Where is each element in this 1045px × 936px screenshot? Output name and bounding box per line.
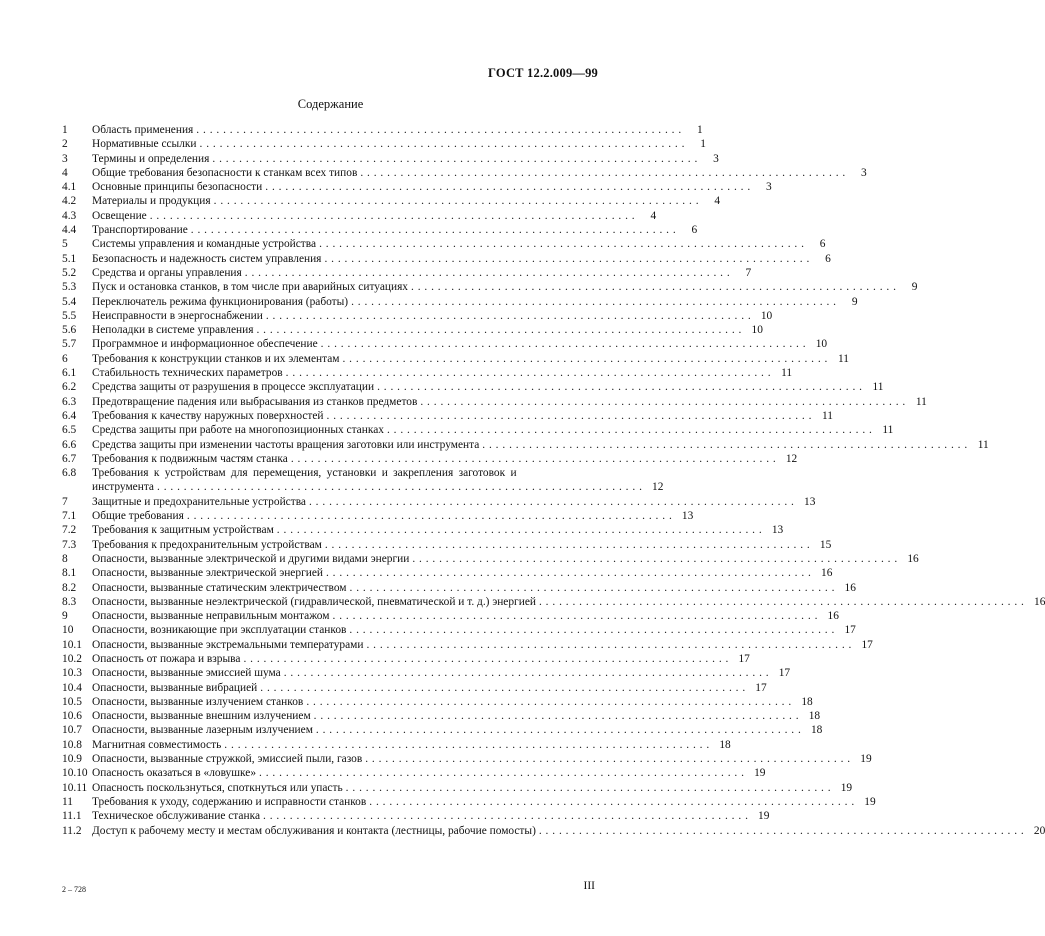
toc-entry-title: Опасности, вызванные эмиссией шума: [92, 667, 281, 680]
toc-entry: [62, 538, 832, 552]
toc-leader-dots: . . . . . . . . . . . . . . . . . . . . . . . . . . . . . . . . . . . . . . . . . . . . . . . . . . . . . . . . . . . . . . . . . . . . . . . . .: [306, 695, 792, 708]
toc-entry-page: 3: [861, 166, 867, 179]
toc-entry: [62, 452, 798, 466]
toc-entry-page: 19: [860, 753, 872, 766]
toc-entry-number: 5: [62, 238, 68, 251]
footer-code: 2 – 728: [62, 885, 86, 894]
toc-entry-number: 10.11: [62, 781, 88, 794]
toc-entry-title: Опасность оказаться в «ловушке»: [92, 767, 257, 780]
toc-leader-dots: . . . . . . . . . . . . . . . . . . . . . . . . . . . . . . . . . . . . . . . . . . . . . . . . . . . . . . . . . . . . . . . . . . . . . . . . .: [386, 424, 873, 437]
toc-entry-number: 1: [62, 124, 68, 136]
toc-entry-title: Системы управления и командные устройства: [92, 238, 317, 251]
toc-entry: [62, 252, 831, 266]
toc-entry-title: Неполадки в системе управления: [92, 324, 254, 337]
toc-entry-title: Опасности, вызванные стружкой, эмиссией пыли, газов: [92, 753, 363, 766]
toc-entry-page: 13: [804, 495, 816, 508]
toc-entry-page: 16: [907, 552, 919, 565]
toc-entry-title: Предотвращение падения или выбрасывания из станков предметов: [92, 395, 418, 408]
toc-entry-page: 6: [819, 238, 826, 251]
toc-entry: [62, 523, 784, 537]
toc-entry-page: 19: [758, 810, 770, 823]
toc-entry: [62, 552, 919, 566]
toc-entry-page: 18: [810, 724, 823, 737]
toc-entry-title: Опасности, возникающие при эксплуатации станков: [92, 624, 347, 637]
toc-entry-title: Магнитная совместимость: [92, 738, 222, 751]
toc-entry-title: Общие требования безопасности к станкам всех типов: [92, 166, 358, 179]
toc-entry-title: Требования к подвижным частям станка: [92, 452, 288, 465]
toc-leader-dots: . . . . . . . . . . . . . . . . . . . . . . . . . . . . . . . . . . . . . . . . . . . . . . . . . . . . . . . . . . . . . . . . . . . . . . . . .: [377, 381, 863, 394]
toc-entry-page: 16: [821, 567, 833, 580]
toc-entry-title: Освещение: [92, 209, 147, 222]
toc-entry-title: Безопасность и надежность систем управления: [92, 252, 322, 265]
toc-entry: [62, 681, 767, 695]
toc-entry: [62, 738, 731, 752]
toc-entry-page: 13: [771, 524, 784, 537]
toc-entry-number: 3: [62, 152, 68, 165]
toc-leader-dots: . . . . . . . . . . . . . . . . . . . . . . . . . . . . . . . . . . . . . . . . . . . . . . . . . . . . . . . . . . . . . . . . . . . . . . . . .: [285, 367, 772, 380]
toc-entry: [62, 723, 823, 737]
toc-leader-dots: . . . . . . . . . . . . . . . . . . . . . . . . . . . . . . . . . . . . . . . . . . . . . . . . . . . . . . . . . . . . . . . . . . . . . . . . .: [538, 824, 1025, 837]
toc-entry-page: 16: [827, 610, 839, 623]
toc-entry-number: 7: [62, 495, 68, 508]
toc-entry-title: Общие требования: [92, 510, 184, 523]
toc-leader-dots: . . . . . . . . . . . . . . . . . . . . . . . . . . . . . . . . . . . . . . . . . . . . . . . . . . . . . . . . . . . . . . . . . . . . . . . . .: [482, 438, 968, 451]
toc-entry: [62, 152, 719, 166]
toc-entry-number: 5.1: [62, 252, 77, 265]
toc-leader-dots: . . . . . . . . . . . . . . . . . . . . . . . . . . . . . . . . . . . . . . . . . . . . . . . . . . . . . . . . . . . . . . . . . . . . . . . . .: [538, 595, 1025, 608]
toc-leader-dots: . . . . . . . . . . . . . . . . . . . . . . . . . . . . . . . . . . . . . . . . . . . . . . . . . . . . . . . . . . . . . . . . . . . . . . . . .: [265, 309, 752, 322]
toc-entry-number: 6.7: [62, 452, 77, 465]
toc-entry: [62, 409, 833, 423]
toc-entry-number: 5.3: [62, 281, 77, 294]
toc-leader-dots: . . . . . . . . . . . . . . . . . . . . . . . . . . . . . . . . . . . . . . . . . . . . . . . . . . . . . . . . . . . . . . . . . . . . . . . . .: [324, 252, 810, 265]
toc-entry: [62, 423, 894, 437]
toc-entry-page: 17: [755, 681, 767, 694]
toc-entry-number: 2: [62, 138, 68, 151]
toc-entry-page: 10: [815, 338, 828, 351]
toc-entry-number: 10.7: [62, 724, 82, 737]
toc-entry-number: 10: [62, 624, 74, 637]
toc-entry-title: Опасности, вызванные лазерным излучением: [92, 724, 313, 737]
toc-entry-number: 8.1: [62, 567, 77, 580]
toc-entry-title: Опасность поскользнуться, споткнуться или упасть: [92, 781, 343, 794]
toc-entry-page: 12: [652, 481, 664, 494]
toc-entry-title: Средства защиты от разрушения в процессе эксплуатации: [92, 381, 375, 394]
toc-entry-title: Требования к качеству наружных поверхностей: [92, 409, 324, 422]
toc-leader-dots: . . . . . . . . . . . . . . . . . . . . . . . . . . . . . . . . . . . . . . . . . . . . . . . . . . . . . . . . . . . . . . . . . . . . . . . . .: [212, 152, 698, 165]
toc-entry-page: 18: [808, 710, 821, 723]
toc-leader-dots: . . . . . . . . . . . . . . . . . . . . . . . . . . . . . . . . . . . . . . . . . . . . . . . . . . . . . . . . . . . . . . . . . . . . . . . . .: [199, 138, 685, 151]
toc-entry: [62, 337, 828, 351]
toc-leader-dots: . . . . . . . . . . . . . . . . . . . . . . . . . . . . . . . . . . . . . . . . . . . . . . . . . . . . . . . . . . . . . . . . . . . . . . . . .: [315, 724, 802, 737]
toc-entry: [62, 824, 1045, 838]
toc-entry-page: 19: [840, 781, 853, 794]
toc-entry: [62, 695, 813, 709]
toc-entry: [62, 137, 706, 151]
document-header: ГОСТ 12.2.009—99: [488, 66, 598, 80]
toc-entry: [62, 566, 833, 580]
toc-leader-dots: . . . . . . . . . . . . . . . . . . . . . . . . . . . . . . . . . . . . . . . . . . . . . . . . . . . . . . . . . . . . . . . . . . . . . . . . .: [224, 738, 710, 751]
toc-leader-dots: . . . . . . . . . . . . . . . . . . . . . . . . . . . . . . . . . . . . . . . . . . . . . . . . . . . . . . . . . . . . . . . . . . . . . . . . .: [308, 495, 795, 508]
toc-entry: [62, 781, 853, 795]
toc-entry-number: 4.2: [62, 195, 77, 208]
toc-entry-number: 6.3: [62, 395, 77, 408]
toc-entry-title: Стабильность технических параметров: [92, 367, 283, 380]
toc-entry-page: 11: [837, 352, 849, 365]
toc-entry-page: 1: [700, 138, 706, 151]
toc-leader-dots: . . . . . . . . . . . . . . . . . . . . . . . . . . . . . . . . . . . . . . . . . . . . . . . . . . . . . . . . . . . . . . . . . . . . . . . . .: [412, 552, 898, 565]
toc-entry-page: 13: [681, 510, 694, 523]
toc-entry-page: 18: [719, 738, 731, 751]
toc-entry-page: 20: [1033, 824, 1045, 837]
toc-entry-number: 4: [62, 166, 68, 179]
toc-entry-number: 4.1: [62, 181, 77, 194]
toc-entry-title: Доступ к рабочему месту и местам обслуживания и контакта (лестницы, рабочие помосты): [92, 824, 536, 837]
toc-leader-dots: . . . . . . . . . . . . . . . . . . . . . . . . . . . . . . . . . . . . . . . . . . . . . . . . . . . . . . . . . . . . . . . . . . . . . . . . .: [313, 710, 800, 723]
toc-entry-number: 8: [62, 552, 68, 565]
toc-entry-title: Опасности, вызванные вибрацией: [92, 681, 258, 694]
toc-leader-dots: . . . . . . . . . . . . . . . . . . . . . . . . . . . . . . . . . . . . . . . . . . . . . . . . . . . . . . . . . . . . . . . . . . . . . . . . .: [319, 238, 805, 251]
toc-entry-title: Переключатель режима функционирования (работы): [92, 295, 349, 308]
toc-entry-title: Средства и органы управления: [92, 266, 242, 279]
toc-entry-page: 11: [821, 409, 833, 422]
toc-entry-number: 10.1: [62, 638, 82, 651]
toc-entry-number: 5.4: [62, 295, 77, 308]
toc-entry-number: 10.4: [62, 681, 82, 694]
toc-leader-dots: . . . . . . . . . . . . . . . . . . . . . . . . . . . . . . . . . . . . . . . . . . . . . . . . . . . . . . . . . . . . . . . . . . . . . . . . .: [259, 767, 745, 780]
toc-entry-title: Термины и определения: [92, 152, 210, 165]
toc-leader-dots: . . . . . . . . . . . . . . . . . . . . . . . . . . . . . . . . . . . . . . . . . . . . . . . . . . . . . . . . . . . . . . . . . . . . . . . . .: [324, 538, 811, 551]
toc-entry-number: 7.1: [62, 510, 77, 523]
toc-entry-page: 11: [872, 381, 884, 394]
toc-entry-number: 10.5: [62, 695, 82, 708]
toc-entry: [62, 595, 1045, 609]
toc-entry-number: 4.3: [62, 209, 77, 222]
toc-entry-title: Основные принципы безопасности: [92, 181, 263, 194]
toc-entry-number: 11.1: [62, 810, 82, 823]
toc-entry-number: 5.7: [62, 338, 77, 351]
toc-entry: [62, 581, 856, 595]
toc-entry-title: Опасность от пожара и взрыва: [92, 652, 241, 665]
toc-leader-dots: . . . . . . . . . . . . . . . . . . . . . . . . . . . . . . . . . . . . . . . . . . . . . . . . . . . . . . . . . . . . . . . . . . . . . . . . .: [260, 681, 746, 694]
toc-entry-number: 9: [62, 610, 68, 623]
toc-entry-page: 9: [851, 295, 858, 308]
toc-entry-title: Требования к защитным устройствам: [92, 524, 274, 537]
toc-leader-dots: . . . . . . . . . . . . . . . . . . . . . . . . . . . . . . . . . . . . . . . . . . . . . . . . . . . . . . . . . . . . . . . . . . . . . . . . .: [365, 753, 851, 766]
toc-entry: [62, 438, 989, 452]
toc-entry-page: 4: [650, 209, 657, 222]
toc-entry-number: 6.1: [62, 367, 77, 380]
toc-entry-title: Опасности, вызванные электрической и другими видами энергии: [92, 552, 410, 565]
toc-entry-title: Требования к предохранительным устройствам: [92, 538, 322, 551]
toc-entry: [62, 223, 698, 237]
toc-entry-number: 10.3: [62, 667, 82, 680]
toc-entry: [62, 609, 839, 623]
toc-entry-title: Неисправности в энергоснабжении: [92, 309, 263, 322]
toc-entry-title: Опасности, вызванные электрической энергией: [92, 567, 323, 580]
toc-entry-page: 18: [801, 695, 813, 708]
toc-leader-dots: . . . . . . . . . . . . . . . . . . . . . . . . . . . . . . . . . . . . . . . . . . . . . . . . . . . . . . . . . . . . . . . . . . . . . . . . .: [320, 338, 807, 351]
toc-entry-number: 7.2: [62, 524, 77, 537]
toc-entry: [62, 652, 750, 666]
toc-leader-dots: . . . . . . . . . . . . . . . . . . . . . . . . . . . . . . . . . . . . . . . . . . . . . . . . . . . . . . . . . . . . . . . . . . . . . . . . .: [420, 395, 906, 408]
toc-entry-number: 11: [62, 795, 73, 808]
toc-entry-title: Защитные и предохранительные устройства: [92, 495, 306, 508]
toc-entry-page: 9: [911, 281, 918, 294]
toc-entry-title: инструмента: [92, 481, 154, 494]
toc-leader-dots: . . . . . . . . . . . . . . . . . . . . . . . . . . . . . . . . . . . . . . . . . . . . . . . . . . . . . . . . . . . . . . . . . . . . . . . . .: [265, 181, 751, 194]
toc-entry-page: 4: [714, 195, 721, 208]
toc-entry: [62, 638, 873, 652]
toc-entry-title: Опасности, вызванные внешним излучением: [92, 710, 311, 723]
toc-entry: [62, 395, 927, 409]
toc-leader-dots: . . . . . . . . . . . . . . . . . . . . . . . . . . . . . . . . . . . . . . . . . . . . . . . . . . . . . . . . . . . . . . . . . . . . . . . . .: [244, 266, 731, 279]
toc-leader-dots: . . . . . . . . . . . . . . . . . . . . . . . . . . . . . . . . . . . . . . . . . . . . . . . . . . . . . . . . . . . . . . . . . . . . . . . . .: [149, 209, 636, 222]
toc-entry-page: 17: [844, 624, 856, 637]
toc-entry-number: 10.8: [62, 738, 82, 751]
toc-leader-dots: . . . . . . . . . . . . . . . . . . . . . . . . . . . . . . . . . . . . . . . . . . . . . . . . . . . . . . . . . . . . . . . . . . . . . . . . .: [411, 281, 897, 294]
toc-entry: [62, 752, 872, 766]
toc-entry-title: Требования к уходу, содержанию и исправности станков: [92, 795, 367, 808]
toc-entry-page: 11: [977, 438, 989, 451]
toc-entry-number: 5.5: [62, 309, 77, 322]
toc-entry-number: 7.3: [62, 538, 77, 551]
toc-entry: [62, 166, 867, 180]
toc-leader-dots: . . . . . . . . . . . . . . . . . . . . . . . . . . . . . . . . . . . . . . . . . . . . . . . . . . . . . . . . . . . . . . . . . . . . . . . . .: [360, 166, 846, 179]
toc-entry-page: 16: [1034, 595, 1045, 608]
toc-entry: [62, 809, 770, 823]
toc-leader-dots: . . . . . . . . . . . . . . . . . . . . . . . . . . . . . . . . . . . . . . . . . . . . . . . . . . . . . . . . . . . . . . . . . . . . . . . . .: [342, 352, 828, 365]
toc-leader-dots: . . . . . . . . . . . . . . . . . . . . . . . . . . . . . . . . . . . . . . . . . . . . . . . . . . . . . . . . . . . . . . . . . . . . . . . . .: [186, 510, 673, 523]
toc-entry-page: 17: [861, 638, 873, 651]
toc-entry-number: 6.2: [62, 381, 77, 394]
toc-leader-dots: . . . . . . . . . . . . . . . . . . . . . . . . . . . . . . . . . . . . . . . . . . . . . . . . . . . . . . . . . . . . . . . . . . . . . . . . .: [290, 452, 777, 465]
toc-entry: [62, 209, 657, 223]
toc-entry-number: 5.6: [62, 324, 77, 337]
toc-entry-title: Опасности, вызванные излучением станков: [92, 695, 304, 708]
toc-entry-number: 6.4: [62, 409, 77, 422]
toc-leader-dots: . . . . . . . . . . . . . . . . . . . . . . . . . . . . . . . . . . . . . . . . . . . . . . . . . . . . . . . . . . . . . . . . . . . . . . . . .: [243, 652, 729, 665]
page-title: Содержание: [297, 97, 364, 111]
toc-entry: [62, 280, 918, 294]
toc-entry: [62, 323, 763, 337]
toc-entry-title: Средства защиты при изменении частоты вращения заготовки или инструмента: [92, 438, 480, 451]
toc-entry-number: 6.8: [62, 467, 77, 480]
toc-entry-title: Опасности, вызванные статическим электричеством: [92, 581, 347, 594]
toc-entry: [62, 666, 791, 680]
toc-entry-number: 11.2: [62, 824, 82, 837]
toc-entry-number: 10.2: [62, 652, 82, 665]
toc-leader-dots: . . . . . . . . . . . . . . . . . . . . . . . . . . . . . . . . . . . . . . . . . . . . . . . . . . . . . . . . . . . . . . . . . . . . . . . . .: [351, 295, 837, 308]
toc-entry-title: Средства защиты при работе на многопозиционных станках: [92, 424, 384, 437]
toc-entry: [62, 509, 694, 523]
toc-entry: [62, 266, 752, 280]
toc-entry-number: 6.6: [62, 438, 77, 451]
toc-entry-title: Опасности, вызванные неправильным монтажом: [92, 610, 330, 623]
toc-leader-dots: . . . . . . . . . . . . . . . . . . . . . . . . . . . . . . . . . . . . . . . . . . . . . . . . . . . . . . . . . . . . . . . . . . . . . . . . .: [332, 610, 818, 623]
toc-entry-page: 3: [765, 181, 772, 194]
toc-entry-number: 6.5: [62, 424, 77, 437]
toc-leader-dots: . . . . . . . . . . . . . . . . . . . . . . . . . . . . . . . . . . . . . . . . . . . . . . . . . . . . . . . . . . . . . . . . . . . . . . . . .: [213, 195, 700, 208]
toc-leader-dots: . . . . . . . . . . . . . . . . . . . . . . . . . . . . . . . . . . . . . . . . . . . . . . . . . . . . . . . . . . . . . . . . . . . . . . . . .: [325, 567, 812, 580]
toc-entry-page: 3: [713, 152, 719, 165]
toc-leader-dots: . . . . . . . . . . . . . . . . . . . . . . . . . . . . . . . . . . . . . . . . . . . . . . . . . . . . . . . . . . . . . . . . . . . . . . . . .: [196, 124, 682, 136]
toc-entry-page: 11: [882, 424, 894, 437]
toc-entry-number: 8.3: [62, 595, 77, 608]
toc-entry-title: Нормативные ссылки: [92, 138, 197, 151]
table-of-contents: [62, 123, 1045, 838]
toc-entry-page: 6: [825, 252, 831, 265]
toc-entry: [62, 366, 793, 380]
toc-entry: [62, 380, 884, 394]
toc-entry-title: Техническое обслуживание станка: [92, 810, 260, 823]
toc-entry: [62, 352, 849, 366]
toc-entry-page: 12: [785, 452, 798, 465]
toc-entry: [62, 309, 773, 323]
toc-leader-dots: . . . . . . . . . . . . . . . . . . . . . . . . . . . . . . . . . . . . . . . . . . . . . . . . . . . . . . . . . . . . . . . . . . . . . . . . .: [263, 810, 749, 823]
toc-leader-dots: . . . . . . . . . . . . . . . . . . . . . . . . . . . . . . . . . . . . . . . . . . . . . . . . . . . . . . . . . . . . . . . . . . . . . . . . .: [349, 624, 835, 637]
toc-entry-page: 11: [781, 367, 793, 380]
toc-leader-dots: . . . . . . . . . . . . . . . . . . . . . . . . . . . . . . . . . . . . . . . . . . . . . . . . . . . . . . . . . . . . . . . . . . . . . . . . .: [276, 524, 763, 537]
toc-entry: [62, 123, 703, 137]
toc-leader-dots: . . . . . . . . . . . . . . . . . . . . . . . . . . . . . . . . . . . . . . . . . . . . . . . . . . . . . . . . . . . . . . . . . . . . . . . . .: [366, 638, 852, 651]
toc-entry: [62, 495, 816, 509]
toc-entry-page: 11: [915, 395, 927, 408]
toc-entry-page: 16: [844, 581, 856, 594]
toc-entry-page: 19: [864, 795, 876, 808]
toc-entry-page: 19: [754, 767, 766, 780]
toc-entry-page: 10: [751, 324, 763, 337]
toc-entry-title: Область применения: [92, 124, 194, 136]
page-number: III: [583, 880, 595, 892]
toc-entry-number: 8.2: [62, 581, 77, 594]
toc-leader-dots: . . . . . . . . . . . . . . . . . . . . . . . . . . . . . . . . . . . . . . . . . . . . . . . . . . . . . . . . . . . . . . . . . . . . . . . . .: [326, 409, 812, 422]
toc-entry: [62, 766, 766, 780]
toc-entry: [62, 237, 826, 251]
toc-entry: [62, 466, 600, 480]
toc-entry-page: 15: [819, 538, 832, 551]
toc-entry-page: 6: [691, 224, 698, 237]
toc-entry-page: 7: [745, 266, 752, 279]
toc-leader-dots: . . . . . . . . . . . . . . . . . . . . . . . . . . . . . . . . . . . . . . . . . . . . . . . . . . . . . . . . . . . . . . . . . . . . . . . . .: [369, 795, 855, 808]
toc-leader-dots: . . . . . . . . . . . . . . . . . . . . . . . . . . . . . . . . . . . . . . . . . . . . . . . . . . . . . . . . . . . . . . . . . . . . . . . . .: [349, 581, 835, 594]
toc-leader-dots: . . . . . . . . . . . . . . . . . . . . . . . . . . . . . . . . . . . . . . . . . . . . . . . . . . . . . . . . . . . . . . . . . . . . . . . . .: [345, 781, 832, 794]
toc-entry-page: 10: [760, 309, 773, 322]
toc-entry-page: 1: [697, 124, 703, 136]
toc-leader-dots: . . . . . . . . . . . . . . . . . . . . . . . . . . . . . . . . . . . . . . . . . . . . . . . . . . . . . . . . . . . . . . . . . . . . . . . . .: [190, 224, 677, 237]
toc-entry-number: 10.9: [62, 753, 82, 766]
toc-entry: [62, 795, 876, 809]
toc-entry-number: 4.4: [62, 224, 77, 237]
toc-entry-title: Транспортирование: [92, 224, 188, 237]
toc-entry-number: 6: [62, 352, 68, 365]
toc-entry-title: Пуск и остановка станков, в том числе при аварийных ситуациях: [92, 281, 409, 294]
toc-entry-title: Материалы и продукция: [92, 195, 211, 208]
toc-entry: [62, 623, 856, 637]
toc-leader-dots: . . . . . . . . . . . . . . . . . . . . . . . . . . . . . . . . . . . . . . . . . . . . . . . . . . . . . . . . . . . . . . . . . . . . . . . . .: [283, 667, 770, 680]
toc-entry-title: Опасности, вызванные неэлектрической (гидравлической, пневматической и т. д.) энергией: [92, 595, 536, 608]
toc-entry-page: 17: [738, 652, 750, 665]
toc-entry-title: Опасности, вызванные экстремальными температурами: [92, 638, 364, 651]
toc-entry-title: Требования к устройствам для перемещения, установки и закрепления заготовок и: [92, 467, 517, 480]
toc-entry-number: 10.10: [62, 767, 88, 780]
toc-entry-title: Требования к конструкции станков и их элементам: [92, 352, 340, 365]
toc-entry: [62, 194, 721, 208]
toc-entry-page: 17: [778, 667, 791, 680]
toc-entry-number: 10.6: [62, 710, 82, 723]
toc-leader-dots: . . . . . . . . . . . . . . . . . . . . . . . . . . . . . . . . . . . . . . . . . . . . . . . . . . . . . . . . . . . . . . . . . . . . . . . . .: [157, 481, 643, 494]
toc-leader-dots: . . . . . . . . . . . . . . . . . . . . . . . . . . . . . . . . . . . . . . . . . . . . . . . . . . . . . . . . . . . . . . . . . . . . . . . . .: [256, 324, 742, 337]
toc-entry: [62, 295, 858, 309]
toc-entry: [62, 180, 772, 194]
toc-entry-continuation: [62, 480, 664, 494]
toc-entry: [62, 709, 821, 723]
toc-entry-title: Программное и информационное обеспечение: [92, 338, 318, 351]
toc-entry-number: 5.2: [62, 266, 77, 279]
